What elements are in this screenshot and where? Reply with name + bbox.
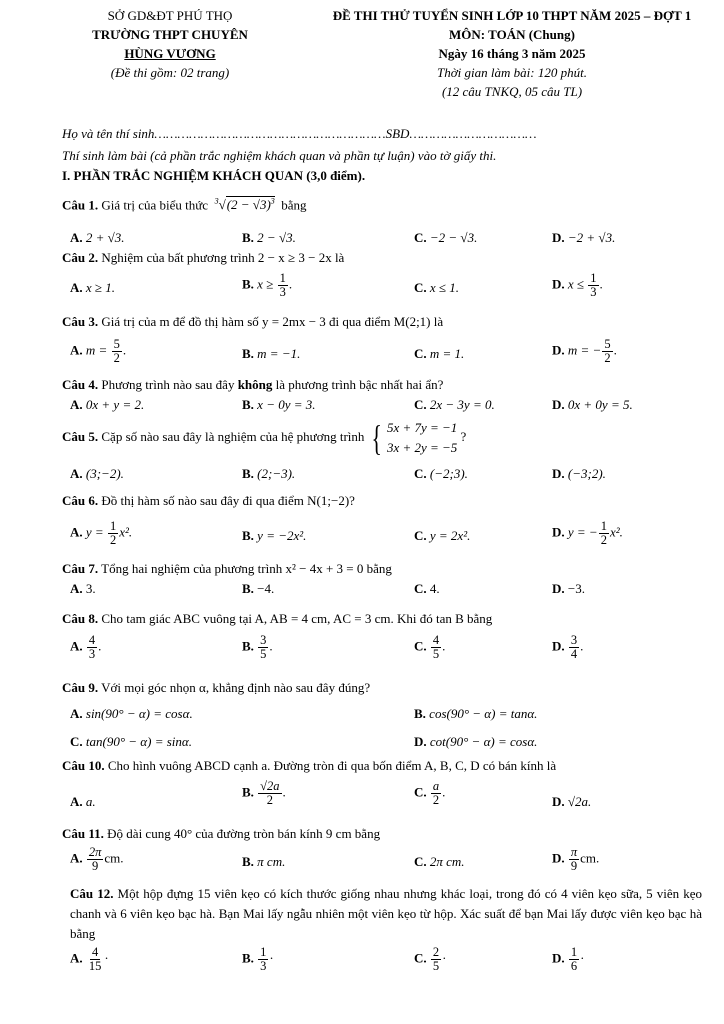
- q9-option-a[interactable]: A. sin(90° − α) = cosα.: [70, 706, 193, 721]
- school-line-2: HÙNG VƯƠNG: [124, 46, 216, 61]
- q7-option-d[interactable]: D. −3.: [552, 581, 585, 596]
- q10-option-c[interactable]: C. $\frac{a}{2}$ .: [414, 779, 446, 808]
- question-4: Câu 4. Phương trình nào sau đây không là phương trình bậc nhất hai ẩn?: [62, 377, 444, 392]
- q10-option-a[interactable]: A. a.: [70, 794, 96, 809]
- q11-option-d[interactable]: D. $\frac{\pi}{9}$ cm.: [552, 845, 600, 874]
- question-8: Câu 8. Cho tam giác ABC vuông tại A, AB = 4 cm, AC = 3 cm. Khi đó tan B bằng: [62, 611, 493, 626]
- q5-option-b[interactable]: B. (2;−3).: [242, 466, 296, 481]
- q5-option-a[interactable]: A. (3;−2).: [70, 466, 124, 481]
- q12-option-a[interactable]: A. $\frac{4}{15}$ ·: [70, 945, 109, 974]
- q7-option-a[interactable]: A. 3.: [70, 581, 96, 596]
- section-title: I. PHẦN TRẮC NGHIỆM KHÁCH QUAN (3,0 điểm).: [62, 168, 366, 183]
- q3-option-d[interactable]: D. m = − $\frac{5}{2}$ .: [552, 337, 617, 366]
- candidate-line: Họ và tên thí sinh……………………………………………………SBD……………………………: [62, 126, 537, 141]
- q3-option-c[interactable]: C. m = 1.: [414, 346, 465, 361]
- q12-option-c[interactable]: C. $\frac{2}{5}$ ·: [414, 945, 447, 974]
- q11-option-a[interactable]: A. $\frac{2\pi}{9}$ cm.: [70, 845, 124, 874]
- q8-option-b[interactable]: B. $\frac{3}{5}$ .: [242, 633, 273, 662]
- q12-option-b[interactable]: B. $\frac{1}{3}$ ·: [242, 945, 274, 974]
- q11-option-b[interactable]: B. π cm.: [242, 854, 286, 869]
- q2-option-b[interactable]: B. x ≥ $\frac{1}{3}$ .: [242, 271, 293, 300]
- question-11: Câu 11. Độ dài cung 40° của đường tròn bán kính 9 cm bằng: [62, 826, 381, 841]
- q5-option-c[interactable]: C. (−2;3).: [414, 466, 468, 481]
- question-count: (12 câu TNKQ, 05 câu TL): [441, 84, 583, 99]
- q8-option-d[interactable]: D. $\frac{3}{4}$ .: [552, 633, 584, 662]
- question-3: Câu 3. Giá trị của m để đồ thị hàm số y = 2mx − 3 đi qua điểm M(2;1) là: [62, 314, 444, 329]
- exam-date: Ngày 16 tháng 3 năm 2025: [438, 46, 586, 61]
- q1-option-c[interactable]: C. −2 − √3.: [414, 230, 478, 245]
- school-line-1: TRƯỜNG THPT CHUYÊN: [92, 27, 248, 42]
- question-1: Câu 1. Giá trị của biểu thức $^3√(2 - √3)^3$ bằng: [62, 197, 307, 213]
- q7-option-b[interactable]: B. −4.: [242, 581, 275, 596]
- question-5: Câu 5. Cặp số nào sau đây là nghiệm của hệ phương trình { 5x + 7y = −1 3x + 2y = −5 ?: [62, 418, 467, 458]
- page-count: (Đề thi gồm: 02 trang): [110, 65, 230, 80]
- question-2: Câu 2. Nghiệm của bất phương trình 2 − x ≥ 3 − 2x là: [62, 250, 345, 265]
- q4-option-a[interactable]: A. 0x + y = 2.: [70, 397, 145, 412]
- q11-option-c[interactable]: C. 2π cm.: [414, 854, 465, 869]
- question-6: Câu 6. Đồ thị hàm số nào sau đây đi qua điểm N(1;−2)?: [62, 493, 355, 508]
- q1-option-a[interactable]: A. 2 + √3.: [70, 230, 125, 245]
- q5-system: { 5x + 7y = −1 3x + 2y = −5: [371, 418, 458, 458]
- q9-option-b[interactable]: B. cos(90° − α) = tanα.: [414, 706, 538, 721]
- q9-option-c[interactable]: C. tan(90° − α) = sinα.: [70, 734, 192, 749]
- question-9: Câu 9. Với mọi góc nhọn α, khẳng định nào sau đây đúng?: [62, 680, 371, 695]
- q9-option-d[interactable]: D. cot(90° − α) = cosα.: [414, 734, 538, 749]
- q2-option-a[interactable]: A. x ≥ 1.: [70, 280, 116, 295]
- header-left: [60, 6, 280, 82]
- question-7: Câu 7. Tổng hai nghiệm của phương trình x² − 4x + 3 = 0 bằng: [62, 561, 392, 576]
- q4-option-b[interactable]: B. x − 0y = 3.: [242, 397, 316, 412]
- exam-time: Thời gian làm bài: 120 phút.: [437, 65, 587, 80]
- q8-option-a[interactable]: A. $\frac{4}{3}$ .: [70, 633, 102, 662]
- header-right: [300, 6, 724, 101]
- q6-option-c[interactable]: C. y = 2x².: [414, 528, 471, 543]
- q3-option-a[interactable]: A. m = $\frac{5}{2}$ .: [70, 337, 127, 366]
- q6-option-a[interactable]: A. y = $\frac{1}{2}$ x².: [70, 519, 133, 548]
- q12-option-d[interactable]: D. $\frac{1}{6}$ ·: [552, 945, 585, 974]
- q3-option-b[interactable]: B. m = −1.: [242, 346, 301, 361]
- q4-option-d[interactable]: D. 0x + 0y = 5.: [552, 397, 633, 412]
- q7-option-c[interactable]: C. 4.: [414, 581, 440, 596]
- q6-option-b[interactable]: B. y = −2x².: [242, 528, 307, 543]
- q4-option-c[interactable]: C. 2x − 3y = 0.: [414, 397, 495, 412]
- q10-option-b[interactable]: B. $\frac{√2a}{2}$ .: [242, 779, 286, 808]
- q5-option-d[interactable]: D. (−3;2).: [552, 466, 606, 481]
- q2-option-c[interactable]: C. x ≤ 1.: [414, 280, 460, 295]
- question-12: Câu 12. Một hộp đựng 15 viên kẹo có kích thước giống nhau nhưng khác loại, trong đó có 4 viên kẹo sữa, 5 viên kẹo chanh và 6 viên kẹo bạc hà. Bạn Mai lấy ngẫu nhiên một viên kẹo từ hộp. Xác suất để bạn Mai lấy được viên kẹo bạc hà bằng: [70, 886, 702, 941]
- q1-expression: $^3√(2 - √3)^3$: [214, 197, 275, 213]
- instruction: Thí sinh làm bài (cả phần trắc nghiệm khách quan và phần tự luận) vào tờ giấy thi.: [62, 148, 497, 163]
- q8-option-c[interactable]: C. $\frac{4}{5}$ .: [414, 633, 446, 662]
- q1-option-b[interactable]: B. 2 − √3.: [242, 230, 296, 245]
- q2-option-d[interactable]: D. x ≤ $\frac{1}{3}$ .: [552, 271, 603, 300]
- exam-title: ĐỀ THI THỬ TUYỂN SINH LỚP 10 THPT NĂM 2025 – ĐỢT 1: [332, 8, 692, 23]
- q10-option-d[interactable]: D. √2a.: [552, 794, 592, 809]
- q1-option-d[interactable]: D. −2 + √3.: [552, 230, 616, 245]
- q6-option-d[interactable]: D. y = − $\frac{1}{2}$ x².: [552, 519, 623, 548]
- department: SỞ GD&ĐT PHÚ THỌ: [107, 8, 233, 23]
- exam-subject: MÔN: TOÁN (Chung): [449, 27, 575, 42]
- question-10: Câu 10. Cho hình vuông ABCD cạnh a. Đường tròn đi qua bốn điểm A, B, C, D có bán kính là: [62, 758, 557, 773]
